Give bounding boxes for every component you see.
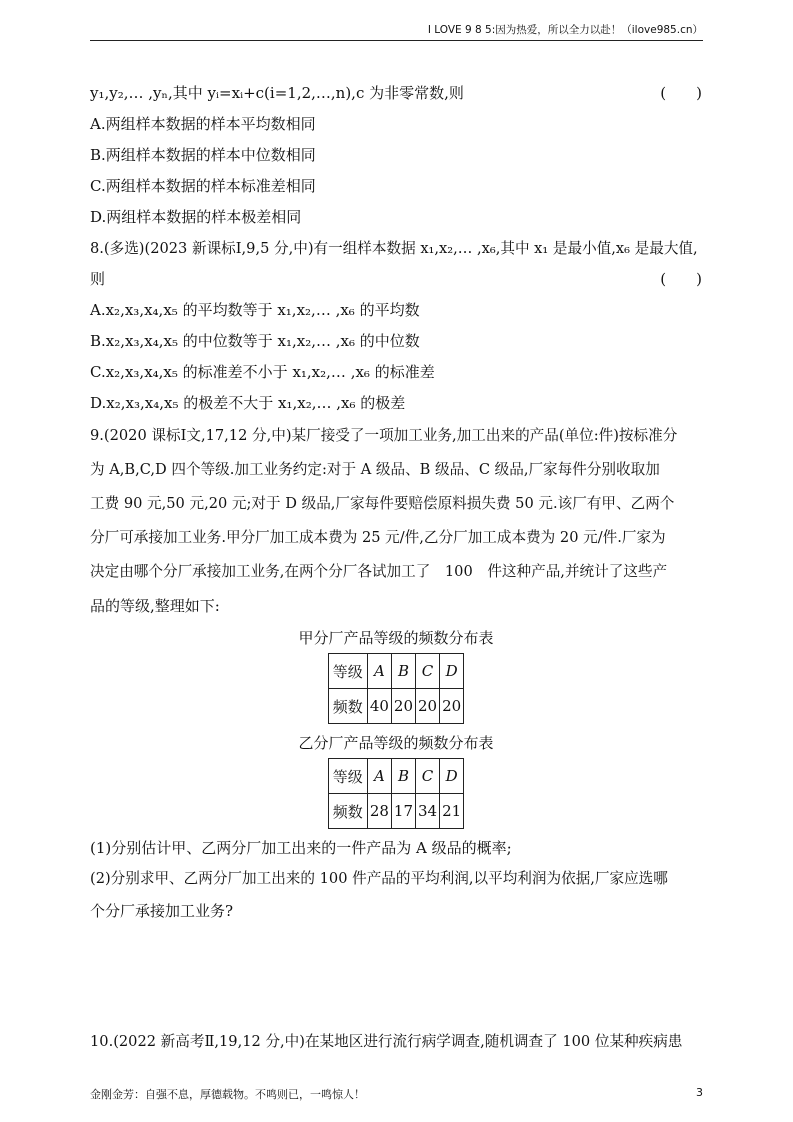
q8-option-a: A.x₂,x₃,x₄,x₅ 的平均数等于 x₁,x₂,… ,x₆ 的平均数 [90, 301, 420, 319]
table-cell: 20 [391, 689, 415, 724]
table-cell: D [440, 654, 464, 689]
table-cell: 28 [367, 794, 391, 829]
table-cell: 频数 [328, 689, 367, 724]
q9-stem-line-6: 品的等级,整理如下: [90, 597, 220, 615]
table-cell: C [416, 759, 440, 794]
q8-stem-line-1: 8.(多选)(2023 新课标Ⅰ,9,5 分,中)有一组样本数据 x₁,x₂,… ,x₆,其中 x₁ 是最小值,x₆ 是最大值, [90, 240, 698, 257]
table-cell: 频数 [328, 794, 367, 829]
q8-stem-line-2: 则 ( ) [90, 264, 702, 295]
table-cell: A [367, 759, 391, 794]
page-number: 3 [696, 1086, 703, 1099]
answer-bracket: ( ) [660, 270, 702, 288]
q7-option-d: D.两组样本数据的样本极差相同 [90, 208, 302, 226]
table1-caption: 甲分厂产品等级的频数分布表 [298, 629, 494, 647]
footer-motto: 金刚金芳：自强不息，厚德载物。不鸣则已，一鸣惊人！ [90, 1088, 365, 1101]
table-cell: 等级 [328, 759, 367, 794]
page-header [90, 20, 703, 41]
table-cell: 40 [367, 689, 391, 724]
table-row [328, 794, 463, 829]
table-cell: A [367, 654, 391, 689]
table2-caption: 乙分厂产品等级的频数分布表 [298, 734, 494, 752]
q7-option-b: B.两组样本数据的样本中位数相同 [90, 146, 316, 164]
page-footer [90, 1086, 703, 1102]
table-row [328, 654, 463, 689]
q10-stem-line: 10.(2022 新高考Ⅱ,19,12 分,中)在某地区进行流行病学调查,随机调查了 100 位某种疾病患 [90, 1033, 683, 1050]
q8-option-b: B.x₂,x₃,x₄,x₅ 的中位数等于 x₁,x₂,… ,x₆ 的中位数 [90, 332, 420, 350]
table-cell: D [440, 759, 464, 794]
page-content [90, 78, 702, 927]
table-cell: C [416, 654, 440, 689]
table-cell: 20 [416, 689, 440, 724]
table-row [328, 689, 463, 724]
q9-stem-line-1: 9.(2020 课标Ⅰ文,17,12 分,中)某厂接受了一项加工业务,加工出来的产品(单位:件)按标准分 [90, 427, 678, 444]
q7-stem-line: y₁,y₂,… ,yₙ,其中 yᵢ=xᵢ+c(i=1,2,…,n),c 为非零常数,则 ( ) [90, 78, 702, 109]
header-text: I LOVE 9 8 5:因为热爱，所以全力以赴！（ilove985.cn） [427, 24, 703, 36]
q8-option-c: C.x₂,x₃,x₄,x₅ 的标准差不小于 x₁,x₂,… ,x₆ 的标准差 [90, 363, 435, 381]
q9-part-2-line-1: (2)分别求甲、乙两分厂加工出来的 100 件产品的平均利润,以平均利润为依据,厂家应选哪 [90, 870, 668, 887]
q9-stem-line-3: 工费 90 元,50 元,20 元;对于 D 级品,厂家每件要赔偿原料损失费 50 元.该厂有甲、乙两个 [90, 495, 675, 512]
q7-option-c: C.两组样本数据的样本标准差相同 [90, 177, 316, 195]
q9-stem-line-2: 为 A,B,C,D 四个等级.加工业务约定:对于 A 级品、B 级品、C 级品,厂家每件分别收取加 [90, 461, 660, 478]
table-cell: B [391, 759, 415, 794]
q7-option-a: A.两组样本数据的样本平均数相同 [90, 115, 316, 133]
frequency-table-yi [328, 758, 464, 829]
table-cell: 等级 [328, 654, 367, 689]
table-cell: 21 [440, 794, 464, 829]
q9-part-2-line-2: 个分厂承接加工业务? [90, 902, 234, 920]
q9-stem-line-5: 决定由哪个分厂承接加工业务,在两个分厂各试加工了 100 件这种产品,并统计了这些产 [90, 563, 668, 580]
q9-stem-line-4: 分厂可承接加工业务.甲分厂加工成本费为 25 元/件,乙分厂加工成本费为 20 元/件.厂家为 [90, 529, 666, 546]
frequency-table-jia [328, 653, 464, 724]
table-row [328, 759, 463, 794]
q9-part-1: (1)分别估计甲、乙两分厂加工出来的一件产品为 A 级品的概率; [90, 839, 512, 857]
table-cell: B [391, 654, 415, 689]
table-cell: 17 [391, 794, 415, 829]
table-cell: 20 [440, 689, 464, 724]
table-cell: 34 [416, 794, 440, 829]
answer-bracket: ( ) [660, 84, 702, 102]
q8-option-d: D.x₂,x₃,x₄,x₅ 的极差不大于 x₁,x₂,… ,x₆ 的极差 [90, 394, 406, 412]
